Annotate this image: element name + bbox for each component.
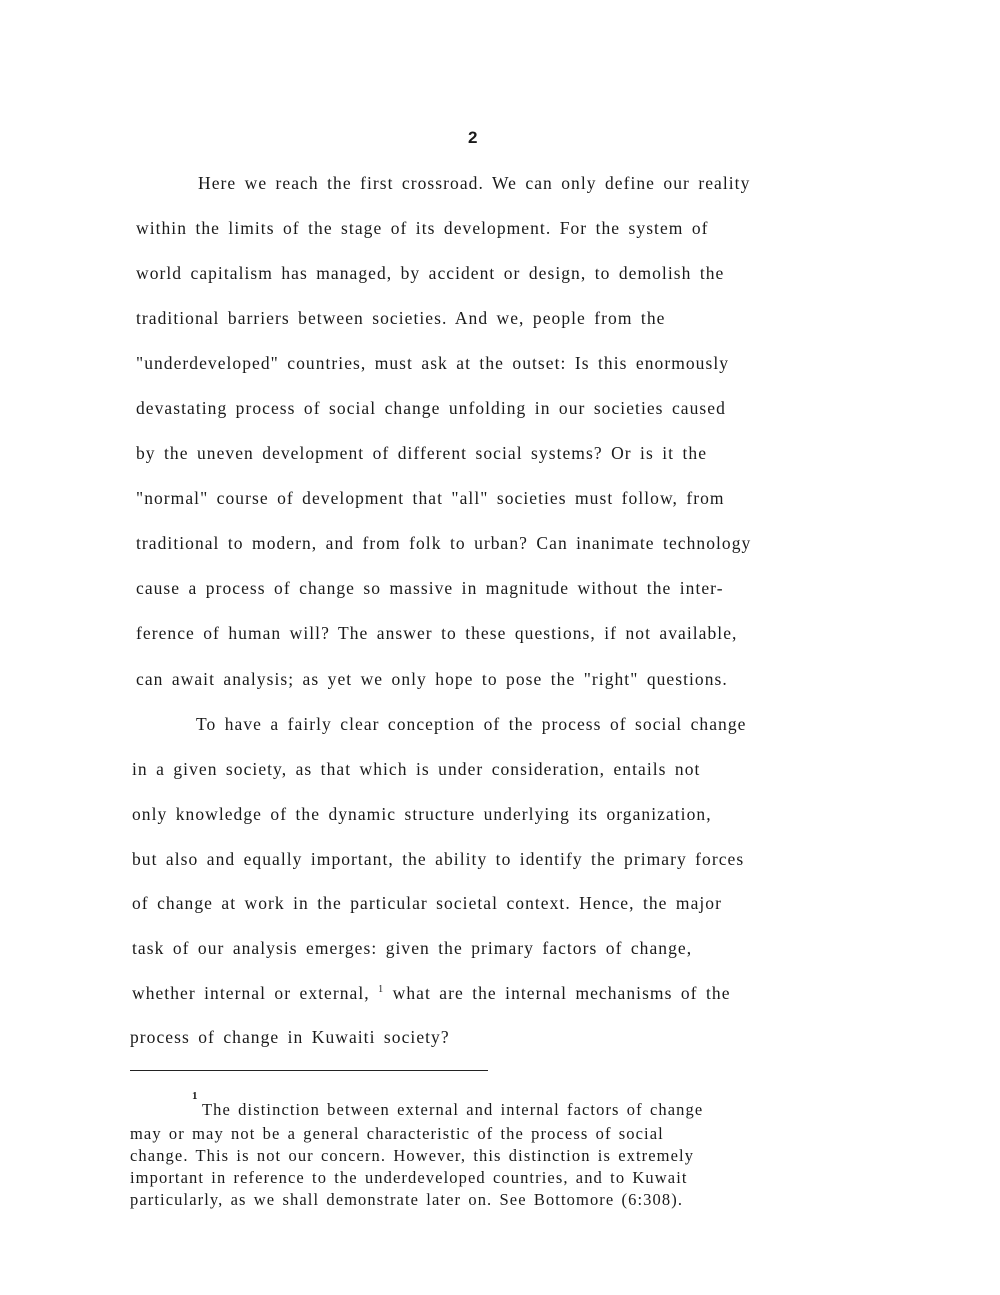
text-line: by the uneven development of different social systems? Or is it the (136, 443, 708, 463)
text-line: traditional to modern, and from folk to urban? Can inanimate technology (136, 533, 752, 553)
text-line: "normal" course of development that "all" societies must follow, from (136, 488, 725, 508)
text-line: ference of human will? The answer to these questions, if not available, (136, 623, 738, 643)
footnote-line: important in reference to the underdeveloped countries, and to Kuwait (130, 1168, 688, 1187)
text-line: To have a fairly clear conception of the process of social change (196, 714, 747, 734)
footnote-line: change. This is not our concern. However, this distinction is extremely (130, 1146, 695, 1165)
text-line: only knowledge of the dynamic structure underlying its organization, (132, 804, 712, 824)
text-line: Here we reach the first crossroad. We can only define our reality (198, 173, 751, 193)
text-line: devastating process of social change unfolding in our societies caused (136, 398, 726, 418)
page-number: 2 (468, 128, 478, 147)
text-line: world capitalism has managed, by accident or design, to demolish the (136, 263, 725, 283)
footnote-marker: 1 (192, 1090, 198, 1102)
text-line: of change at work in the particular societal context. Hence, the major (132, 893, 722, 913)
footnote-line: particularly, as we shall demonstrate later on. See Bottomore (6:308). (130, 1190, 684, 1209)
text-line: but also and equally important, the ability to identify the primary forces (132, 849, 745, 869)
text-line: "underdeveloped" countries, must ask at the outset: Is this enormously (136, 353, 730, 373)
footnote-line: The distinction between external and internal factors of change (202, 1100, 704, 1119)
text-line-segment: whether internal or external, (132, 983, 370, 1003)
text-line: process of change in Kuwaiti society? (130, 1027, 450, 1047)
text-line: in a given society, as that which is under consideration, entails not (132, 759, 701, 779)
text-line: task of our analysis emerges: given the primary factors of change, (132, 938, 693, 958)
text-line: can await analysis; as yet we only hope to pose the "right" questions. (136, 669, 728, 689)
text-line: cause a process of change so massive in magnitude without the inter- (136, 578, 724, 598)
footnote-line: may or may not be a general characteristic of the process of social (130, 1124, 664, 1143)
footnote-divider (130, 1070, 488, 1071)
text-line: traditional barriers between societies. And we, people from the (136, 308, 666, 328)
text-line: within the limits of the stage of its development. For the system of (136, 218, 709, 238)
text-line-segment: what are the internal mechanisms of the (392, 983, 731, 1003)
footnote-reference: 1 (378, 984, 385, 995)
text-line (132, 983, 731, 1003)
